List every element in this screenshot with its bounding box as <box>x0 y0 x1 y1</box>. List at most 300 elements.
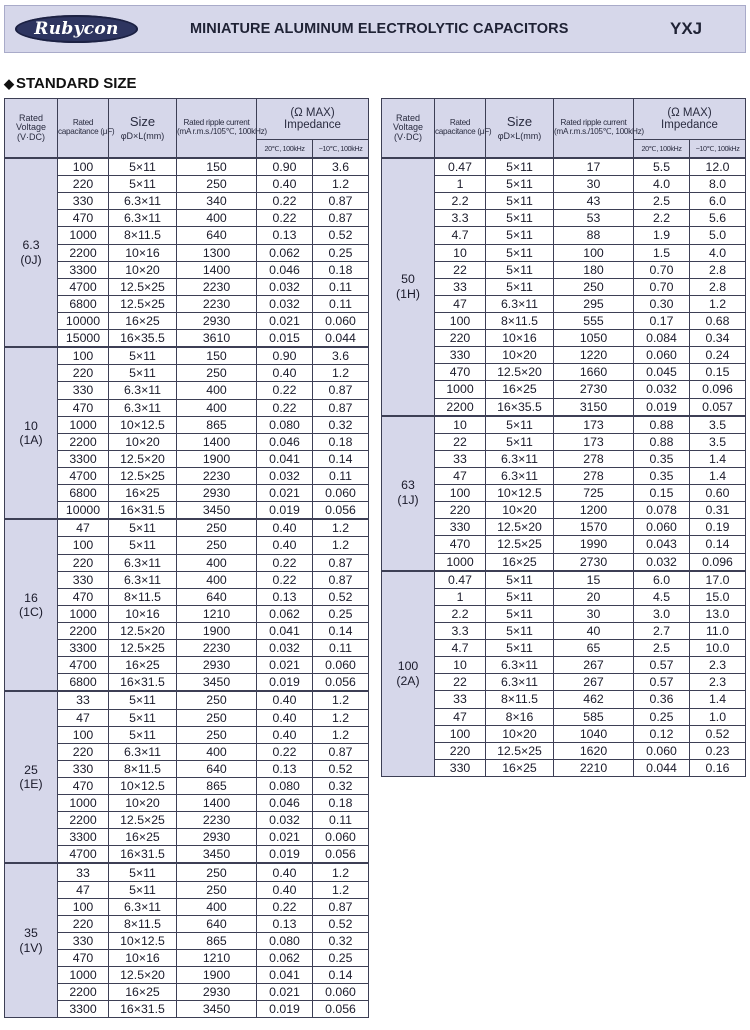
header-impedance-20c: 20℃, 100kHz <box>634 140 690 159</box>
table-row <box>5 193 369 210</box>
voltage-group <box>5 691 369 863</box>
table-row <box>5 399 369 416</box>
ripple-current-cell: 3450 <box>177 1001 257 1018</box>
size-cell: 6.3×11 <box>109 210 177 227</box>
capacitance-cell: 10000 <box>58 312 109 329</box>
impedance-20c-cell: 0.17 <box>634 312 690 329</box>
header-text: Rated <box>395 112 421 123</box>
size-cell: 5×11 <box>486 588 554 605</box>
impedance-20c-cell: 0.40 <box>257 863 313 881</box>
capacitance-cell: 1000 <box>435 553 486 571</box>
table-row <box>382 708 746 725</box>
ripple-current-cell: 88 <box>554 227 634 244</box>
size-cell: 16×25 <box>109 485 177 502</box>
header-text: (Ω MAX) <box>667 106 712 119</box>
impedance-20c-cell: 0.041 <box>257 967 313 984</box>
size-cell: 6.3×11 <box>109 571 177 588</box>
ripple-current-cell: 2930 <box>177 984 257 1001</box>
impedance-20c-cell: 0.22 <box>257 193 313 210</box>
ripple-current-cell: 15 <box>554 571 634 589</box>
impedance-minus10c-cell: 0.31 <box>690 502 746 519</box>
impedance-minus10c-cell: 1.2 <box>313 537 369 554</box>
table-row <box>5 519 369 537</box>
table-row <box>382 759 746 776</box>
table-row <box>5 176 369 193</box>
table-row <box>5 312 369 329</box>
impedance-minus10c-cell: 0.52 <box>313 227 369 244</box>
impedance-20c-cell: 2.2 <box>634 210 690 227</box>
rated-voltage-value: 50 <box>401 272 415 287</box>
impedance-20c-cell: 0.062 <box>257 605 313 622</box>
size-cell: 12.5×20 <box>486 519 554 536</box>
ripple-current-cell: 640 <box>177 915 257 932</box>
capacitance-cell: 470 <box>58 210 109 227</box>
impedance-20c-cell: 0.078 <box>634 502 690 519</box>
impedance-20c-cell: 0.40 <box>257 365 313 382</box>
table-row <box>382 244 746 261</box>
header-impedance-20c: 20℃, 100kHz <box>257 140 313 159</box>
ripple-current-cell: 173 <box>554 433 634 450</box>
impedance-minus10c-cell: 0.87 <box>313 571 369 588</box>
impedance-minus10c-cell: 0.056 <box>313 1001 369 1018</box>
impedance-20c-cell: 0.35 <box>634 450 690 467</box>
size-cell: 16×25 <box>109 829 177 846</box>
header-text: (V·DC) <box>17 131 45 142</box>
table-row <box>5 158 369 176</box>
impedance-20c-cell: 0.40 <box>257 709 313 726</box>
size-cell: 5×11 <box>486 210 554 227</box>
size-cell: 10×16 <box>486 330 554 347</box>
table-row <box>5 881 369 898</box>
table-row <box>382 416 746 434</box>
capacitance-cell: 4700 <box>58 846 109 864</box>
table-row <box>5 227 369 244</box>
impedance-minus10c-cell: 17.0 <box>690 571 746 589</box>
table-row <box>382 433 746 450</box>
impedance-20c-cell: 0.084 <box>634 330 690 347</box>
ripple-current-cell: 3450 <box>177 674 257 692</box>
capacitance-cell: 0.47 <box>435 158 486 176</box>
ripple-current-cell: 173 <box>554 416 634 434</box>
size-cell: 8×11.5 <box>109 588 177 605</box>
size-cell: 5×11 <box>109 176 177 193</box>
impedance-20c-cell: 0.57 <box>634 657 690 674</box>
capacitance-cell: 22 <box>435 433 486 450</box>
capacitance-cell: 33 <box>435 450 486 467</box>
ripple-current-cell: 3150 <box>554 398 634 416</box>
impedance-20c-cell: 0.40 <box>257 691 313 709</box>
table-row <box>382 278 746 295</box>
impedance-20c-cell: 1.9 <box>634 227 690 244</box>
header-text: Impedance <box>661 119 718 131</box>
capacitance-cell: 220 <box>58 176 109 193</box>
capacitance-cell: 4.7 <box>435 640 486 657</box>
impedance-minus10c-cell: 1.2 <box>313 176 369 193</box>
impedance-20c-cell: 0.22 <box>257 382 313 399</box>
capacitance-cell: 100 <box>58 726 109 743</box>
size-cell: 16×31.5 <box>109 1001 177 1018</box>
impedance-20c-cell: 0.019 <box>257 674 313 692</box>
impedance-minus10c-cell: 0.87 <box>313 210 369 227</box>
ripple-current-cell: 1900 <box>177 450 257 467</box>
impedance-minus10c-cell: 0.19 <box>690 519 746 536</box>
impedance-minus10c-cell: 5.6 <box>690 210 746 227</box>
ripple-current-cell: 2230 <box>177 295 257 312</box>
size-cell: 12.5×20 <box>109 967 177 984</box>
ripple-current-cell: 2930 <box>177 829 257 846</box>
size-cell: 6.3×11 <box>109 382 177 399</box>
capacitance-cell: 1000 <box>58 967 109 984</box>
header-text: (Ω MAX) <box>290 106 335 119</box>
ripple-current-cell: 30 <box>554 605 634 622</box>
impedance-20c-cell: 0.032 <box>634 381 690 398</box>
impedance-20c-cell: 0.044 <box>634 759 690 776</box>
size-cell: 10×20 <box>486 725 554 742</box>
table-row <box>382 295 746 312</box>
header-text: capacitance (μF) <box>58 127 115 136</box>
capacitance-cell: 470 <box>58 950 109 967</box>
ripple-current-cell: 1300 <box>177 244 257 261</box>
impedance-20c-cell: 0.88 <box>634 416 690 434</box>
capacitance-cell: 100 <box>58 898 109 915</box>
size-cell: 5×11 <box>109 158 177 176</box>
size-cell: 10×20 <box>486 347 554 364</box>
size-cell: 5×11 <box>486 622 554 639</box>
size-cell: 16×35.5 <box>109 330 177 348</box>
impedance-20c-cell: 0.90 <box>257 347 313 365</box>
table-row <box>5 950 369 967</box>
impedance-20c-cell: 2.5 <box>634 640 690 657</box>
capacitance-cell: 47 <box>435 467 486 484</box>
table-row <box>382 261 746 278</box>
spec-table-right <box>381 98 746 777</box>
impedance-minus10c-cell: 0.18 <box>313 261 369 278</box>
impedance-20c-cell: 0.12 <box>634 725 690 742</box>
size-cell: 6.3×11 <box>109 193 177 210</box>
impedance-minus10c-cell: 1.2 <box>313 726 369 743</box>
size-cell: 16×25 <box>109 312 177 329</box>
capacitance-cell: 0.47 <box>435 571 486 589</box>
ripple-current-cell: 400 <box>177 743 257 760</box>
capacitance-cell: 15000 <box>58 330 109 348</box>
size-cell: 10×16 <box>109 950 177 967</box>
size-cell: 5×11 <box>486 244 554 261</box>
voltage-code: (1J) <box>397 493 419 508</box>
header-text: Rated <box>72 118 94 128</box>
impedance-20c-cell: 0.22 <box>257 399 313 416</box>
size-cell: 16×25 <box>486 759 554 776</box>
impedance-20c-cell: 0.70 <box>634 261 690 278</box>
header-ripple-current <box>177 99 267 159</box>
table-row <box>382 605 746 622</box>
impedance-20c-cell: 0.032 <box>257 467 313 484</box>
table-row <box>5 261 369 278</box>
size-cell: 6.3×11 <box>486 657 554 674</box>
impedance-20c-cell: 0.045 <box>634 364 690 381</box>
ripple-current-cell: 865 <box>177 932 257 949</box>
impedance-20c-cell: 0.080 <box>257 932 313 949</box>
impedance-20c-cell: 0.046 <box>257 261 313 278</box>
impedance-20c-cell: 0.22 <box>257 571 313 588</box>
impedance-minus10c-cell: 1.2 <box>313 365 369 382</box>
voltage-code: (0J) <box>20 252 42 267</box>
size-cell: 12.5×20 <box>109 450 177 467</box>
size-cell: 8×11.5 <box>486 691 554 708</box>
capacitance-cell: 470 <box>435 364 486 381</box>
impedance-20c-cell: 0.060 <box>634 347 690 364</box>
impedance-minus10c-cell: 0.044 <box>313 330 369 348</box>
ripple-current-cell: 278 <box>554 467 634 484</box>
rated-voltage-value: 6.3 <box>22 237 40 252</box>
capacitance-cell: 22 <box>435 674 486 691</box>
header-text: Rated <box>18 112 44 123</box>
header-text: Size <box>129 113 156 129</box>
table-row <box>5 795 369 812</box>
ripple-current-cell: 1200 <box>554 502 634 519</box>
impedance-20c-cell: 0.57 <box>634 674 690 691</box>
ripple-current-cell: 2230 <box>177 278 257 295</box>
impedance-minus10c-cell: 12.0 <box>690 158 746 176</box>
ripple-current-cell: 267 <box>554 674 634 691</box>
capacitance-cell: 2200 <box>58 984 109 1001</box>
impedance-20c-cell: 2.5 <box>634 193 690 210</box>
rubycon-logo: Rubycon <box>15 15 138 43</box>
table-row <box>5 1001 369 1018</box>
impedance-20c-cell: 0.22 <box>257 898 313 915</box>
capacitance-cell: 470 <box>58 777 109 794</box>
ripple-current-cell: 2210 <box>554 759 634 776</box>
header-rated-capacitance <box>435 99 492 159</box>
capacitance-cell: 2200 <box>435 398 486 416</box>
impedance-20c-cell: 0.40 <box>257 176 313 193</box>
voltage-group <box>382 158 746 416</box>
impedance-minus10c-cell: 0.25 <box>313 244 369 261</box>
header-text: Voltage <box>392 122 424 133</box>
capacitance-cell: 330 <box>58 193 109 210</box>
table-row <box>5 605 369 622</box>
ripple-current-cell: 65 <box>554 640 634 657</box>
capacitance-cell: 220 <box>58 915 109 932</box>
ripple-current-cell: 250 <box>177 709 257 726</box>
size-cell: 10×16 <box>109 605 177 622</box>
ripple-current-cell: 1620 <box>554 742 634 759</box>
impedance-minus10c-cell: 0.11 <box>313 295 369 312</box>
impedance-minus10c-cell: 1.4 <box>690 467 746 484</box>
impedance-20c-cell: 0.060 <box>634 742 690 759</box>
table-row <box>5 932 369 949</box>
impedance-20c-cell: 0.13 <box>257 588 313 605</box>
size-cell: 8×16 <box>486 708 554 725</box>
capacitance-cell: 220 <box>435 502 486 519</box>
impedance-minus10c-cell: 2.3 <box>690 674 746 691</box>
table-row <box>382 674 746 691</box>
size-cell: 12.5×25 <box>109 467 177 484</box>
capacitance-cell: 1000 <box>58 605 109 622</box>
ripple-current-cell: 150 <box>177 347 257 365</box>
page-title: MINIATURE ALUMINUM ELECTROLYTIC CAPACITORS <box>190 21 569 37</box>
impedance-minus10c-cell: 2.3 <box>690 657 746 674</box>
header-text: Rated ripple current <box>183 118 250 128</box>
size-cell: 5×11 <box>486 605 554 622</box>
impedance-20c-cell: 0.060 <box>634 519 690 536</box>
table-row <box>5 433 369 450</box>
impedance-minus10c-cell: 0.16 <box>690 759 746 776</box>
ripple-current-cell: 462 <box>554 691 634 708</box>
impedance-minus10c-cell: 0.14 <box>313 967 369 984</box>
ripple-current-cell: 3450 <box>177 846 257 864</box>
ripple-current-cell: 267 <box>554 657 634 674</box>
impedance-20c-cell: 0.13 <box>257 760 313 777</box>
capacitance-cell: 470 <box>435 536 486 553</box>
impedance-minus10c-cell: 0.87 <box>313 898 369 915</box>
ripple-current-cell: 250 <box>177 691 257 709</box>
table-row <box>382 364 746 381</box>
table-row <box>5 467 369 484</box>
ripple-current-cell: 20 <box>554 588 634 605</box>
table-row <box>5 691 369 709</box>
impedance-minus10c-cell: 0.096 <box>690 381 746 398</box>
ripple-current-cell: 180 <box>554 261 634 278</box>
capacitance-cell: 220 <box>435 330 486 347</box>
header-impedance-minus10c: −10℃, 100kHz <box>690 140 746 159</box>
impedance-20c-cell: 0.13 <box>257 915 313 932</box>
ripple-current-cell: 100 <box>554 244 634 261</box>
capacitance-cell: 1 <box>435 176 486 193</box>
impedance-minus10c-cell: 0.34 <box>690 330 746 347</box>
impedance-minus10c-cell: 0.23 <box>690 742 746 759</box>
impedance-20c-cell: 0.25 <box>634 708 690 725</box>
capacitance-cell: 2200 <box>58 244 109 261</box>
capacitance-cell: 470 <box>58 588 109 605</box>
header-text: capacitance (μF) <box>435 127 492 136</box>
capacitance-cell: 47 <box>58 519 109 537</box>
header-impedance-minus10c: −10℃, 100kHz <box>313 140 369 159</box>
capacitance-cell: 33 <box>435 278 486 295</box>
ripple-current-cell: 400 <box>177 571 257 588</box>
impedance-minus10c-cell: 0.11 <box>313 812 369 829</box>
ripple-current-cell: 3610 <box>177 330 257 348</box>
header-text: Voltage <box>15 122 47 133</box>
table-row <box>5 330 369 348</box>
capacitance-cell: 1000 <box>58 795 109 812</box>
impedance-20c-cell: 0.021 <box>257 984 313 1001</box>
table-row <box>382 485 746 502</box>
impedance-minus10c-cell: 0.11 <box>313 278 369 295</box>
size-cell: 12.5×25 <box>486 742 554 759</box>
rated-voltage-cell <box>5 347 58 519</box>
size-cell: 16×31.5 <box>109 846 177 864</box>
impedance-minus10c-cell: 8.0 <box>690 176 746 193</box>
table-row <box>382 742 746 759</box>
ripple-current-cell: 2930 <box>177 485 257 502</box>
ripple-current-cell: 640 <box>177 588 257 605</box>
size-cell: 8×11.5 <box>486 312 554 329</box>
capacitance-cell: 100 <box>435 312 486 329</box>
size-cell: 10×12.5 <box>109 932 177 949</box>
impedance-20c-cell: 0.032 <box>257 278 313 295</box>
table-row <box>382 158 746 176</box>
table-row <box>5 502 369 520</box>
table-row <box>5 726 369 743</box>
table-row <box>5 622 369 639</box>
ripple-current-cell: 585 <box>554 708 634 725</box>
table-row <box>5 967 369 984</box>
capacitance-cell: 100 <box>58 537 109 554</box>
size-cell: 16×35.5 <box>486 398 554 416</box>
size-cell: 10×12.5 <box>109 777 177 794</box>
size-cell: 5×11 <box>109 691 177 709</box>
table-row <box>5 674 369 692</box>
voltage-code: (1V) <box>19 940 43 955</box>
size-cell: 6.3×11 <box>109 554 177 571</box>
table-row <box>382 691 746 708</box>
capacitance-cell: 220 <box>58 743 109 760</box>
size-cell: 6.3×11 <box>109 743 177 760</box>
ripple-current-cell: 2230 <box>177 640 257 657</box>
impedance-minus10c-cell: 3.5 <box>690 433 746 450</box>
impedance-20c-cell: 0.043 <box>634 536 690 553</box>
impedance-20c-cell: 0.021 <box>257 657 313 674</box>
capacitance-cell: 47 <box>435 295 486 312</box>
capacitance-cell: 220 <box>58 554 109 571</box>
size-cell: 5×11 <box>109 863 177 881</box>
impedance-minus10c-cell: 0.32 <box>313 777 369 794</box>
impedance-minus10c-cell: 1.2 <box>313 881 369 898</box>
impedance-20c-cell: 0.70 <box>634 278 690 295</box>
impedance-minus10c-cell: 0.15 <box>690 364 746 381</box>
ripple-current-cell: 1400 <box>177 795 257 812</box>
rated-voltage-value: 35 <box>24 926 38 941</box>
table-row <box>382 347 746 364</box>
ripple-current-cell: 1210 <box>177 605 257 622</box>
impedance-minus10c-cell: 0.060 <box>313 485 369 502</box>
table-row <box>5 846 369 864</box>
capacitance-cell: 100 <box>435 725 486 742</box>
capacitance-cell: 47 <box>435 708 486 725</box>
voltage-code: (1E) <box>19 777 43 792</box>
size-cell: 12.5×25 <box>109 295 177 312</box>
impedance-20c-cell: 0.90 <box>257 158 313 176</box>
capacitance-cell: 220 <box>58 365 109 382</box>
size-cell: 5×11 <box>109 347 177 365</box>
header-rated-voltage <box>5 99 58 159</box>
impedance-minus10c-cell: 0.68 <box>690 312 746 329</box>
impedance-20c-cell: 0.35 <box>634 467 690 484</box>
capacitance-cell: 1 <box>435 588 486 605</box>
ripple-current-cell: 2230 <box>177 812 257 829</box>
table-row <box>5 777 369 794</box>
ripple-current-cell: 555 <box>554 312 634 329</box>
header-size <box>109 99 177 159</box>
capacitance-cell: 33 <box>435 691 486 708</box>
impedance-20c-cell: 0.021 <box>257 829 313 846</box>
table-row <box>382 657 746 674</box>
table-row <box>5 382 369 399</box>
size-cell: 5×11 <box>486 278 554 295</box>
impedance-minus10c-cell: 0.060 <box>313 657 369 674</box>
ripple-current-cell: 17 <box>554 158 634 176</box>
size-cell: 12.5×25 <box>486 536 554 553</box>
table-row <box>5 485 369 502</box>
capacitance-cell: 3300 <box>58 640 109 657</box>
size-cell: 10×20 <box>486 502 554 519</box>
table-row <box>382 502 746 519</box>
header-text: (V·DC) <box>394 131 422 142</box>
impedance-minus10c-cell: 1.0 <box>690 708 746 725</box>
impedance-20c-cell: 0.080 <box>257 416 313 433</box>
capacitance-cell: 1000 <box>58 227 109 244</box>
header-rated-capacitance <box>58 99 115 159</box>
